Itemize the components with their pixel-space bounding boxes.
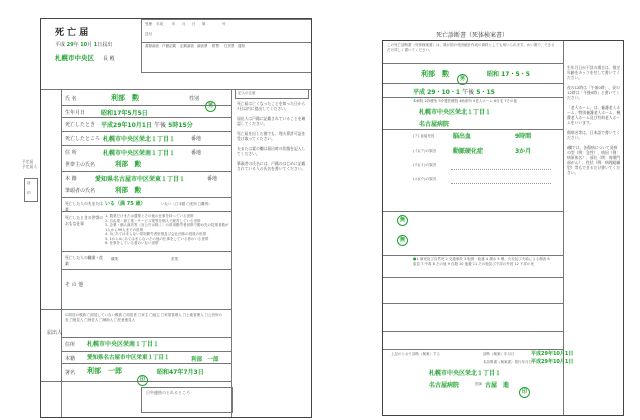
spouse-status: いる（満 75 歳） (105, 201, 146, 207)
informant-options: ☑同居の親族 □同居していない親族 □同居者 □家主 □地主 □家屋管理人 □土地管理人 □公設所の長 □後見人 □保佐人 □補助人 □任意後見人 (65, 312, 223, 322)
autopsy-status: 無 (397, 235, 408, 246)
cert-death-place: 札幌市中央区栄北１丁目１ (419, 109, 492, 116)
certificate-title: 死亡診断書（死体検案書） (436, 32, 509, 39)
informant-birthdate: 昭和47年7月3日 (157, 369, 204, 376)
death-type-options: ●1 病死及び自然死 2 交通事故 3 転倒・転落 4 溺水 5 煙、火災及び火焔による傷害 6 窒息 7 中毒 8 その他 9 自殺 10 他殺 11 その他及び不詳の外因 12 不詳の死 (413, 256, 550, 266)
cert-birthdate: 昭和 17・5・5 (487, 71, 530, 78)
period-direct: 9時間 (515, 133, 532, 140)
deceased-gender: 男 (205, 92, 216, 112)
cert-facility: 名古屋病院 (419, 121, 450, 128)
period-underlying: 3か月 (515, 148, 532, 155)
daytime-contact-box: 日中連絡のとれるところ (141, 387, 233, 413)
reception-box: 受理 平成 年 月 日 第 号 送付 書類調査 戸籍記載 記載調査 調査票 附票 住民票 通知 (141, 19, 312, 73)
certificate-side-notes: 生年月日が不詳の場合は、推定年齢をカッコを付して書いてください。 夜の12時は「午前0時」、昼の12時は「午後0時」と書いてください。 「老人ホーム」は、養護老人ホーム、特別養護老人ホーム、軽費老人ホーム及び有料老人ホームをいいます。 傷病名等は、日本語で書いてください。 I欄では、各傷病について発病の型（例：急性）、病因（例：病原体名）、部位（例：胃噴門部がん）、性状（例：病理組織型）等もできるだけ書いてください。 (567, 65, 621, 175)
cause-underlying: 動脈硬化症 (453, 148, 484, 155)
filing-notes: 死亡届は亡くなったことを知った日から7日以内に提出してください。 届出人は戸籍に記載されていることを確認してください。 死亡届を出した後でも、埋火葬許可証を受け取ってください。 夫または妻の欄は届出時の状態を記入してください。 筆頭者の氏名には、戸籍のはじめに記載されている人の氏名を書いてください。 (237, 101, 306, 171)
family-head-name: 利部 勲 (115, 186, 141, 194)
hospital-name: 名古屋病院 (429, 382, 460, 389)
death-place: 札幌市中央区栄北１丁目１ (103, 136, 176, 143)
informant-head: 利部 一郎 (191, 357, 219, 363)
informant-seal: 印 (137, 366, 148, 386)
household-occupation-options: 1. 農業だけまたは農業とその他の仕事を持っている世帯 2. 自由業・商工業・サービス業等を個人で経営している世帯 3. 企業・個人商店等（官公庁は除く）の常用勤労者世帯で勤め先の従業者数が1人から99人までの世帯 4. 3にあてはまらない常用勤労者世帯及び会社団体の役員の世帯 5. 1から4にあてはまらないその他の仕事をしている者のいる世帯 6. 仕事をしている者のいない世帯 (105, 214, 229, 245)
cert-deceased-name: 利部 勲 (421, 70, 449, 78)
doctor-seal: 印 (519, 378, 530, 398)
surgery-status: 無 (397, 215, 408, 226)
cause-direct: 脳出血 (453, 133, 472, 140)
death-datetime: 平成29年10月1日 午後 5時15分 (101, 122, 193, 129)
left-margin-label: 予定届 予定届人 (22, 159, 38, 169)
deceased-honseki: 愛知県名古屋市中区栄東１丁目１ (95, 176, 186, 183)
informant-name: 利部 一郎 (87, 367, 122, 375)
death-certificate-form: この死亡診断書（死体検案書）は、我が国の死因統計作成の資料としても用いられます。かい書で、できるだけ詳しく書いてください。 利部 勲 男 昭和 17・5・5 平成 29・10・1 午後 5・15 ①病院 2診療所 3介護医療院 4助産所 5老人ホーム 6自宅 7その他 札幌市中央区栄北１丁目１ 名古屋病院 (ア) 直接死因 脳出血 9時間 (イ)(ア)の原因 動脈硬化症 3か月 (ウ)(イ)の原因 (エ)(ウ)の原因 無 無 ●1 病死及び自然死 2 交通事故 3 転倒・転落 4 溺水 5 煙、火災及び火焔による傷害 6 窒息 7 中毒 8 その他 9 自殺 10 他殺 11 その他及び不詳の外因 12 不詳の死 上記のとおり診断（検案）する 診断（検案）年月日 平成29年10月1日 本診断書（検案書）発行年月日 平成29年10月1日 札幌市中央区栄北１丁目１ 名古屋病院 医師 古屋 進 印 生年月日が不詳の場合は、推定年齢をカッコを付して書いてください。 夜の12時は「午前0時」、昼の12時は「午後0時」と書いてください。 「老人ホーム」は、養護老人ホーム、特別養護老人ホーム、軽費老人ホーム及び有料老人ホームをいいます。 傷病名等は、日本語で書いてください。 I欄では、各傷病について発病の型（例：急性）、病因（例：病原体名）、部位（例：胃噴門部がん）、性状（例：病理組織型）等もできるだけ書いてください。 (382, 40, 624, 416)
deceased-address: 札幌市中央区栄南１丁目１ (103, 150, 176, 157)
hospital-address: 札幌市中央区栄北１丁目１ (429, 370, 502, 377)
cert-death-datetime: 平成 29・10・1 午後 5・15 (413, 89, 495, 96)
deceased-name: 利部 勲 (111, 94, 139, 102)
informant-honseki: 愛知県名古屋市中区栄東１丁目１ (87, 355, 170, 361)
form-title: 死 亡 届 (55, 28, 89, 38)
death-notification-form: 死 亡 届 平成 29年 10月 1日届出 札幌市中央区 長 殿 受理 平成 年 月 日 第 号 送付 書類調査 戸籍記載 記載調査 調査票 附票 住民票 通知 氏 名 利部 勲 性別 男 生年月日 昭和17年5月5日 死亡したとき 平成29年10月1日 午後 5時15分 死亡したところ 札幌市中央区栄北１丁目１ 番地 住 所 札幌市中央区栄南１丁目１ 番地 世帯主の氏名 利部 勲 本 籍 愛知県名古屋市中区栄東１丁目１ 番地 筆頭者の氏名 利部 勲 死亡した人の夫または妻 いる（満 75 歳） いない（□未婚 □死別 □離別） 死亡したときの世帯のおもな仕事 1. 農業だけまたは農業とその他の仕事を持っている世帯 2. 自由業・商工業・サービス業等を個人で経営している世帯 3. 企業・個人商店等（官公庁は除く）の常用勤労者世帯で勤め先の従業者数が1人から99人までの世帯 4. 3にあてはまらない常用勤労者世帯及び会社団体の役員の世帯 5. 1から4にあてはまらないその他の仕事をしている者のいる世帯 6. 仕事をしている者のいない世帯 死亡した人の職業・産業 職業 産業 そ の 他 届出人 ☑同居の親族 □同居していない親族 □同居者 □家主 □地主 □家屋管理人 □土地管理人 □公設所の長 □後見人 □保佐人 □補助人 □任意後見人 住所 札幌市中央区栄南１丁目１ 本籍 愛知県名古屋市中区栄東１丁目１ 利部 一郎 署名 利部 一郎 印 昭和47年7月3日 日中連絡のとれるところ 記入の注意 死亡届は亡くなったことを知った日から7日以内に提出してください。 届出人は戸籍に記載されていることを確認してください。 死亡届を出した後でも、埋火葬許可証を受け取ってください。 夫または妻の欄は届出時の状態を記入してください。 筆頭者の氏名には、戸籍のはじめに記載されている人の氏名を書いてください。 (40, 18, 312, 418)
spouse-options: いない（□未婚 □死別 □離別） (161, 202, 212, 206)
householder-name: 利部 勲 (115, 160, 141, 168)
certificate-intro: この死亡診断書（死体検案書）は、我が国の死因統計作成の資料としても用いられます。かい書で、できるだけ詳しく書いてください。 (387, 43, 555, 52)
death-place-types: ①病院 2診療所 3介護医療院 4助産所 5老人ホーム 6自宅 7その他 (413, 98, 517, 103)
informant-address: 札幌市中央区栄南１丁目１ (87, 341, 160, 348)
cert-date: 平成29年10月1日 (531, 351, 574, 357)
issue-date: 平成29年10月1日 (531, 359, 574, 365)
doctor-name: 古屋 進 (485, 382, 510, 389)
recipient-ward: 札幌市中央区 (55, 54, 94, 62)
submission-date: 平成 29年 10月 1日届出 (55, 42, 113, 48)
deceased-birthdate: 昭和17年5月5日 (101, 110, 148, 117)
